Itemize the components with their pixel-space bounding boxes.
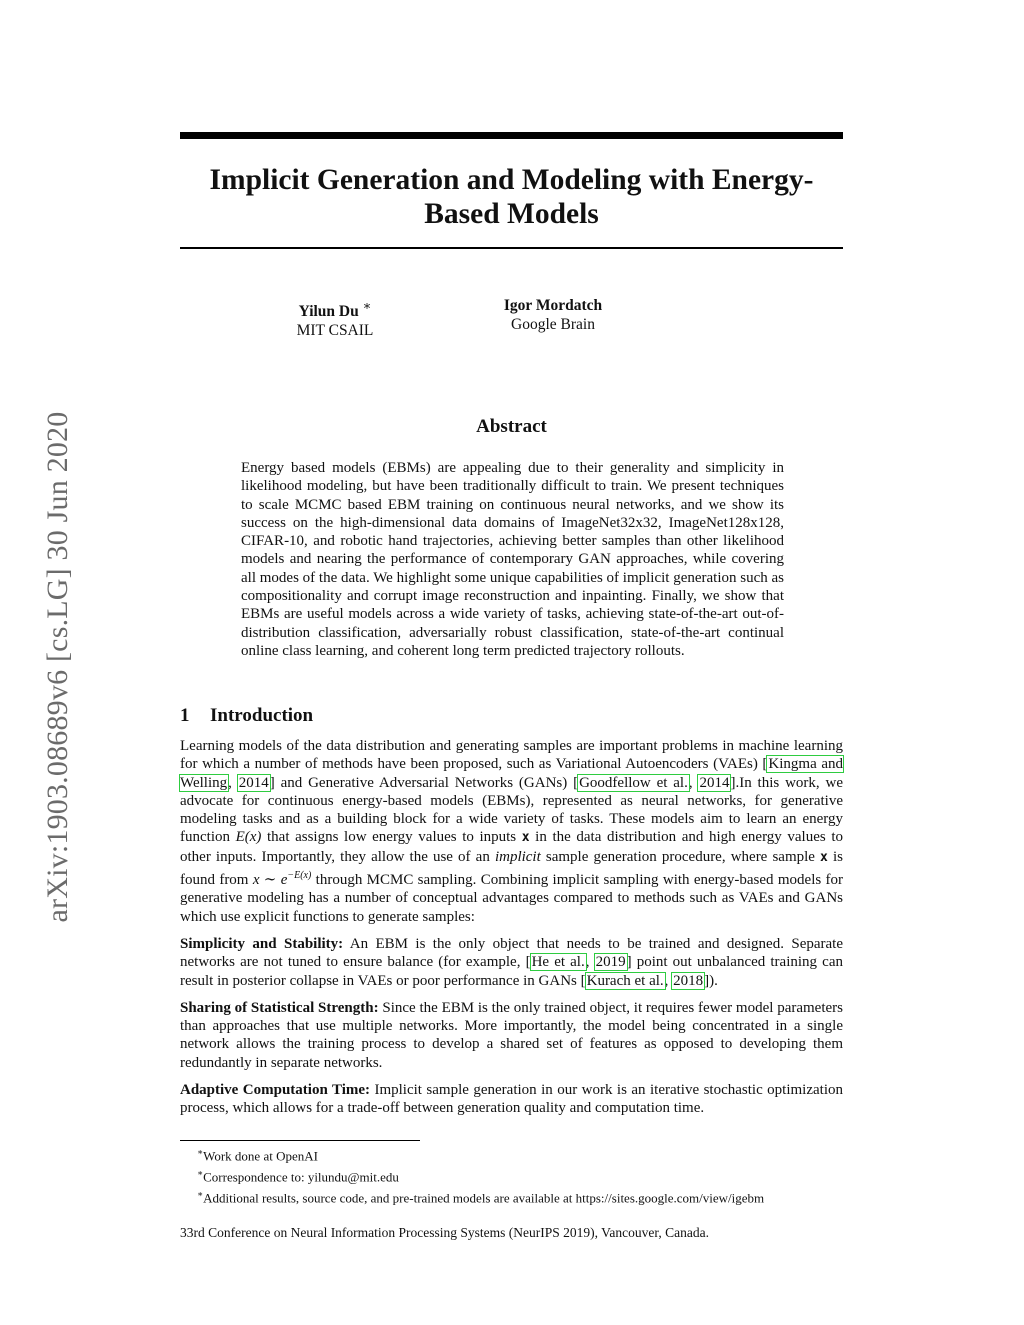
math-exponent: −E(x)	[287, 870, 312, 882]
author-block-2	[478, 296, 628, 334]
text-run: Since the EBM is the only trained object, it requires fewer model parameters than approaches that use multiple networks. More importantly, the model being concentrated in a single network allows the training process to develop a shared set of features as opposed to developing them redundantly in separate networks.	[180, 999, 843, 1071]
text-run: ]).	[704, 972, 718, 989]
citation-year-link[interactable]: 2014	[238, 774, 269, 791]
math-x: x	[521, 830, 530, 846]
text-run: ] and Generative Adversarial Networks (GANs) [	[269, 774, 579, 791]
footnote-mark: ∗	[197, 1188, 204, 1199]
text-run: is found from	[180, 848, 843, 889]
footnotes	[197, 1144, 857, 1206]
author-name: Igor Mordatch	[503, 297, 603, 314]
text-run: Implicit sample generation in our work is an iterative stochastic optimization process, which allows for a trade-off between generation quality and computation time.	[180, 1082, 843, 1117]
text-run: through MCMC sampling. Combining implicit sampling with energy-based models for generative modeling has a number of conceptual advantages compared to methods such as VAEs and GANs which use explicit functions to generate samples:	[180, 872, 844, 925]
author-block-1	[270, 296, 400, 340]
footnote	[197, 1144, 857, 1165]
citation-link[interactable]: Kingma and Welling	[180, 756, 844, 791]
paragraph-lead: Adaptive Computation Time:	[180, 1082, 371, 1099]
math-base: x ∼ e	[252, 872, 288, 889]
citation-year-link[interactable]: 2014	[699, 774, 730, 791]
intro-paragraph-2: Simplicity and Stability: An EBM is the only object that needs to be trained and designed. Separate networks are not tuned to ensure balance (for example, [He et al., 2019] point out unbalanced training can result in posterior collapse in VAEs or poor performance in GANs [Kurach et al., 2018]).	[180, 935, 843, 989]
footnote	[197, 1165, 857, 1186]
intro-paragraph-4	[180, 1081, 843, 1118]
text-run: ].In this work, we advocate for continuous energy-based models (EBMs), represented as neural networks, for generative modeling tasks and as a building block for a wide variety of tasks. These models aim to learn an energy function	[180, 774, 844, 846]
footnote-text: Work done at OpenAI	[203, 1148, 318, 1164]
math-energy-function: E(x)	[235, 829, 262, 846]
citation-link[interactable]: Goodfellow et al.	[579, 774, 688, 791]
author-affiliation: MIT CSAIL	[296, 322, 374, 340]
arxiv-identifier: arXiv:1903.08689v6 [cs.LG] 30 Jun 2020	[41, 411, 74, 923]
title-bottom-rule	[180, 247, 843, 249]
text-run: Learning models of the data distribution and generating samples are important problems in machine learning for which a number of methods have been proposed, such as Variational Autoencoders (VAEs) [	[180, 738, 843, 773]
math-x: x	[820, 849, 828, 865]
citation-link[interactable]: Kurach et al.	[586, 972, 664, 989]
abstract-heading: Abstract	[476, 416, 547, 437]
footnote-text: Additional results, source code, and pre-trained models are available at https://sites.google.com/view/igebm	[203, 1189, 765, 1205]
conference-note: 33rd Conference on Neural Information Processing Systems (NeurIPS 2019), Vancouver, Canada.	[180, 1225, 709, 1240]
text-run: sample generation procedure, where sample	[540, 848, 821, 865]
intro-paragraph-3	[180, 999, 843, 1072]
title-top-rule	[180, 132, 843, 139]
section-heading-introduction	[180, 705, 313, 727]
introduction-body	[180, 737, 843, 1127]
emphasis-implicit: implicit	[494, 848, 541, 865]
text-run: An EBM is the only object that needs to be trained and designed. Separate networks are not tuned to ensure balance (for example, [	[180, 935, 843, 971]
author-footnote-mark: ∗	[362, 298, 372, 313]
author-affiliation: Google Brain	[511, 316, 595, 333]
section-title: Introduction	[210, 705, 314, 726]
footnote-mark: ∗	[197, 1147, 204, 1157]
math-sampling	[253, 872, 312, 888]
citation-year-link[interactable]: 2019	[595, 954, 626, 971]
intro-paragraph-1: Learning models of the data distribution and generating samples are important problems in machine learning for which a number of methods have been proposed, such as Variational Autoencoders (VAEs) [Kingma and Welling, 2014] and Generative Adversarial Networks (GANs) [Goodfellow et al., 2014].In this work, we advocate for continuous energy-based models (EBMs), represented as neural networks, for generative modeling tasks and as a building block for a wide variety of tasks. These models aim to learn an energy function E(x) that assigns low energy values to inputs x in the data distribution and high energy values to other inputs. Importantly, they allow the use of an implicit sample generation procedure, where sample x is found from x ∼ $e^{-E(x)}$ through MCMC sampling. Combining implicit sampling with energy-based models for generative modeling has a number of conceptual advantages compared to methods such as VAEs and GANs which use explicit functions to generate samples:	[180, 738, 844, 925]
section-number: 1	[180, 705, 190, 726]
footnote-text: Correspondence to: yilundu@mit.edu	[203, 1169, 399, 1185]
author-name: Yilun Du	[298, 303, 359, 321]
citation-year-link[interactable]: 2018	[673, 972, 704, 989]
abstract-text: Energy based models (EBMs) are appealing due to their generality and simplicity in likelihood modeling, but have been traditionally difficult to train. We present techniques to scale MCMC based EBM training on continuous neural networks, and we show its success on the high-dimensional data domains of ImageNet32x32, ImageNet128x128, CIFAR-10, and robotic hand trajectories, achieving better samples than other likelihood models and nearing the performance of contemporary GAN approaches, while covering all modes of the data. We highlight some unique capabilities of implicit generation such as compositionality and corrupt image reconstruction and inpainting. Finally, we show that EBMs are useful models across a wide variety of tasks, achieving state-of-the-art out-of-distribution classification, adversarially robust classification, state-of-the-art continual online class learning, and coherent long term predicted trajectory rollouts.	[241, 460, 784, 659]
text-run: in the data distribution and high energy values to other inputs. Importantly, they allow the use of an	[180, 829, 843, 865]
footnote-mark: ∗	[197, 1167, 204, 1178]
text-run: ] point out unbalanced training can result in posterior collapse in VAEs or poor performance in GANs [	[180, 954, 843, 989]
paragraph-lead: Simplicity and Stability:	[180, 935, 344, 952]
citation-link[interactable]: He et al.	[531, 954, 585, 971]
text-run: that assigns low energy values to inputs	[261, 829, 522, 846]
footnote	[197, 1186, 857, 1207]
footnote-rule	[180, 1140, 420, 1141]
paper-title: Implicit Generation and Modeling with Energy-Based Models	[209, 164, 814, 230]
paragraph-lead: Sharing of Statistical Strength:	[180, 999, 379, 1016]
